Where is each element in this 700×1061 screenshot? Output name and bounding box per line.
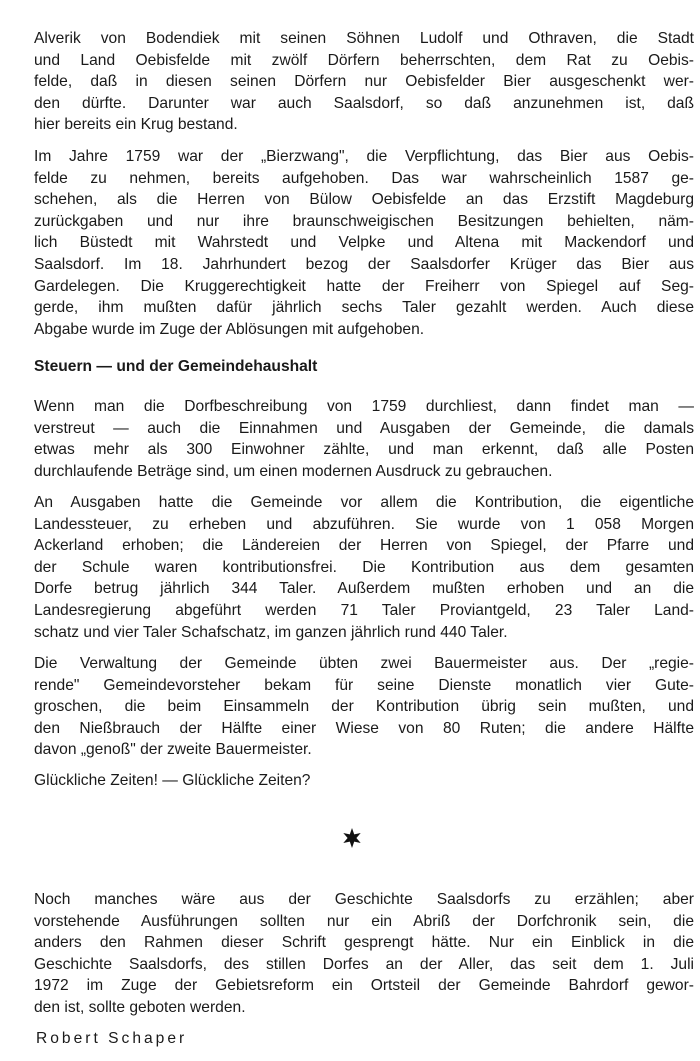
text-line: Im Jahre 1759 war der „Bierzwang", die Verpflichtung, das Bier aus Oebis- [34,148,694,165]
text-line: hier bereits ein Krug bestand. [34,116,238,134]
text-line: Noch manches wäre aus der Geschichte Saalsdorfs zu erzählen; aber [34,891,694,908]
text-line: rende" Gemeindevorsteher bekam für seine Dienste monatlich vier Gute- [34,676,694,694]
text-line: lich Büstedt mit Wahrstedt und Velpke und Altena mit Mackendorf und [34,234,694,252]
exclamation-line: Glückliche Zeiten! — Glückliche Zeiten? [34,772,311,789]
text-line: An Ausgaben hatte die Gemeinde vor allem die Kontribution, die eigentliche [34,494,694,511]
text-line: zurückgaben und nur ihre braunschweigischen Besitzungen behielten, näm- [34,212,694,230]
text-line: Landessteuer, zu erheben und abzuführen. Sie wurde von 1 058 Morgen [34,515,694,533]
text-line: Saalsdorf. Im 18. Jahrhundert bezog der Saalsdorfer Krüger das Bier aus [34,255,694,273]
text-line: anders den Rahmen dieser Schrift gesprengt hätte. Nur ein Einblick in die [34,934,694,952]
text-line: davon „genoß" der zweite Bauermeister. [34,741,312,759]
text-line: Wenn man die Dorfbeschreibung von 1759 durchliest, dann findet man — [34,398,694,415]
section-heading: Steuern — und der Gemeindehaushalt [34,358,318,375]
paragraph-kontribution [34,492,694,643]
text-line: Geschichte Saalsdorfs, des stillen Dorfes an der Aller, das seit dem 1. Juli [34,955,694,973]
paragraph-bierzwang-1759 [34,146,694,340]
paragraph-bauermeister [34,653,694,761]
text-line: Alverik von Bodendiek mit seinen Söhnen Ludolf und Othraven, die Stadt [34,30,694,47]
paragraph-dorfbeschreibung [34,396,694,482]
text-line: Abgabe wurde im Zuge der Ablösungen mit aufgehoben. [34,320,425,338]
text-line: 1972 im Zuge der Gebietsreform ein Ortsteil der Gemeinde Bahrdorf gewor- [34,977,694,995]
text-line: schatz und vier Taler Schafschatz, im ganzen jährlich rund 440 Taler. [34,623,508,641]
text-line: felde zu nehmen, bereits aufgehoben. Das war wahrscheinlich 1587 ge- [34,169,694,187]
paragraph-bierzwang-origin [34,28,694,136]
text-line: schehen, als die Herren von Bülow Oebisfelde an das Erzstift Magdeburg [34,191,694,209]
text-line: den ist, sollte geboten werden. [34,998,246,1016]
text-line: gerde, ihm mußten dafür jährlich sechs Taler gezahlt werden. Auch diese [34,299,694,317]
six-pointed-star-icon [340,826,364,850]
text-line: der Schule waren kontributionsfrei. Die Kontribution aus dem gesamten [34,558,694,576]
text-line: Die Verwaltung der Gemeinde übten zwei Bauermeister aus. Der „regie- [34,655,694,672]
text-line: Landesregierung abgeführt werden 71 Taler Proviantgeld, 23 Taler Land- [34,601,694,619]
text-line: etwas mehr als 300 Einwohner zählte, und man erkennt, daß alle Posten [34,441,694,459]
text-line: den dürfte. Darunter war auch Saalsdorf, so daß anzunehmen ist, daß [34,94,694,112]
text-line: groschen, die beim Einsammeln der Kontribution übrig sein mußten, und [34,698,694,716]
text-line: durchlaufende Beträge sind, um einen modernen Ausdruck zu gebrauchen. [34,462,553,480]
text-line: Ackerland erhoben; die Ländereien der Herren von Spiegel, der Pfarre und [34,537,694,555]
text-line: und Land Oebisfelde mit zwölf Dörfern beherrschten, dem Rat zu Oebis- [34,51,694,69]
text-line: verstreut — auch die Einnahmen und Ausgaben der Gemeinde, die damals [34,419,694,437]
author-signature: Robert Schaper [36,1030,188,1047]
text-line: Gardelegen. Die Kruggerechtigkeit hatte der Freiherr von Spiegel auf Seg- [34,277,694,295]
text-line: den Nießbrauch der Hälfte einer Wiese von 80 Ruten; die andere Hälfte [34,719,694,737]
text-line: Dorfe betrug jährlich 344 Taler. Außerdem mußten erhoben und an die [34,580,694,598]
text-line: felde, daß in diesen seinen Dörfern nur Oebisfelder Bier ausgeschenkt wer- [34,73,694,91]
text-line: vorstehende Ausführungen sollten nur ein Abriß der Dorfchronik sein, die [34,912,694,930]
paragraph-conclusion [34,889,694,1019]
